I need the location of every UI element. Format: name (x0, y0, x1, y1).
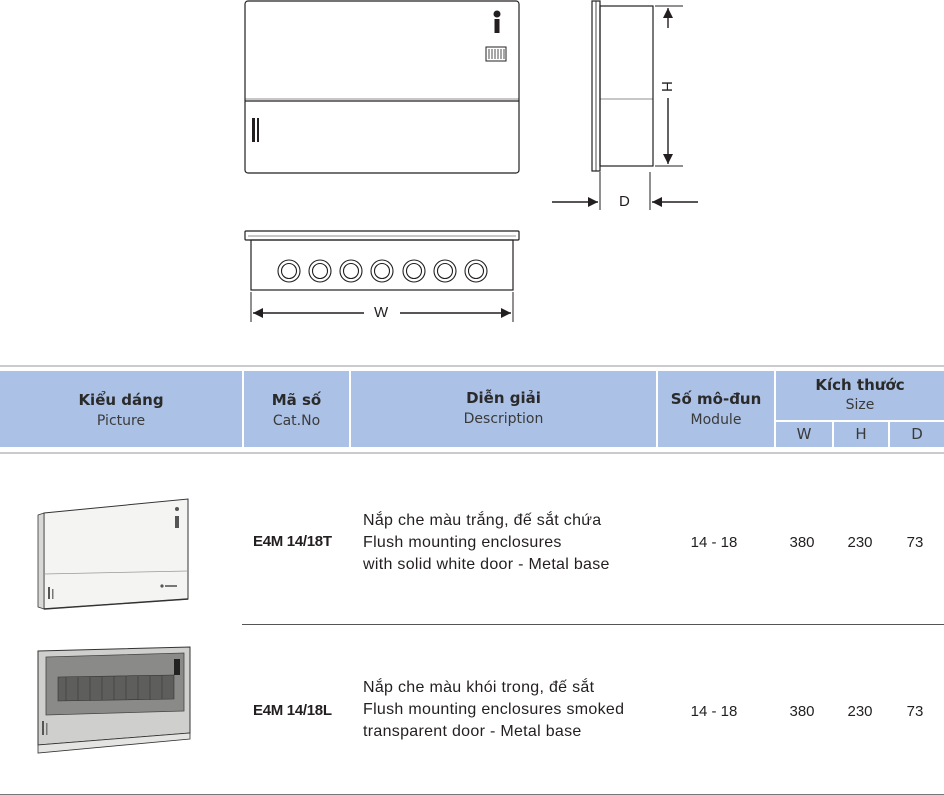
row2-desc-line3: transparent door - Metal base (363, 723, 582, 740)
header-catno-vn: Mã số (271, 391, 322, 409)
product-image-smoked-door (34, 641, 194, 757)
front-view-drawing (245, 1, 519, 173)
dimension-label-w: W (374, 304, 389, 321)
row2-desc-line1: Nắp che màu khói trong, đế sắt (363, 679, 595, 696)
row1-d: 73 (906, 534, 924, 551)
row1-desc-line1: Nắp che màu trắng, đế sắt chứa (363, 512, 602, 529)
row1-desc-line2: Flush mounting enclosures (363, 534, 562, 551)
row2-h: 230 (847, 703, 873, 720)
header-picture-vn: Kiểu dáng (78, 391, 164, 409)
header-catno-en: Cat.No (272, 413, 321, 429)
row2-desc-line2: Flush mounting enclosures smoked (363, 701, 625, 718)
row1-catno: E4M 14/18T (253, 533, 332, 550)
header-h: H (855, 425, 867, 443)
header-module-en: Module (690, 412, 742, 428)
header-module (658, 388, 774, 430)
header-catno (244, 389, 349, 431)
label-sticker-icon (252, 118, 259, 142)
row1-module: 14 - 18 (690, 534, 738, 551)
header-picture (0, 389, 242, 431)
side-view-drawing (552, 1, 698, 210)
row1-w: 380 (789, 534, 815, 551)
row2-description (363, 677, 624, 743)
header-size (776, 374, 944, 414)
row1-description (363, 510, 610, 576)
header-picture-en: Picture (96, 413, 146, 429)
table-header-bottom-rule (0, 452, 944, 454)
header-description-vn: Diễn giải (466, 389, 541, 407)
header-w: W (796, 425, 812, 443)
dimension-label-d: D (619, 193, 630, 210)
legrand-logo-icon (494, 11, 501, 34)
vent-slot-icon (486, 47, 506, 61)
header-module-vn: Số mô-đun (670, 390, 762, 408)
table-top-rule (0, 365, 944, 367)
header-d: D (911, 425, 923, 443)
row2-w: 380 (789, 703, 815, 720)
header-description-en: Description (463, 411, 544, 427)
header-size-en: Size (845, 397, 875, 413)
dimension-label-h: H (657, 81, 675, 92)
row2-module: 14 - 18 (690, 703, 738, 720)
row1-h: 230 (847, 534, 873, 551)
row2-d: 73 (906, 703, 924, 720)
product-image-white-door (34, 495, 194, 613)
row2-catno: E4M 14/18L (253, 702, 332, 719)
header-description (351, 387, 656, 429)
header-size-vn: Kích thước (815, 376, 905, 394)
dimension-drawings (0, 0, 944, 360)
row1-desc-line3: with solid white door - Metal base (363, 556, 610, 573)
knockout-holes (278, 260, 487, 282)
row-separator (242, 624, 944, 625)
